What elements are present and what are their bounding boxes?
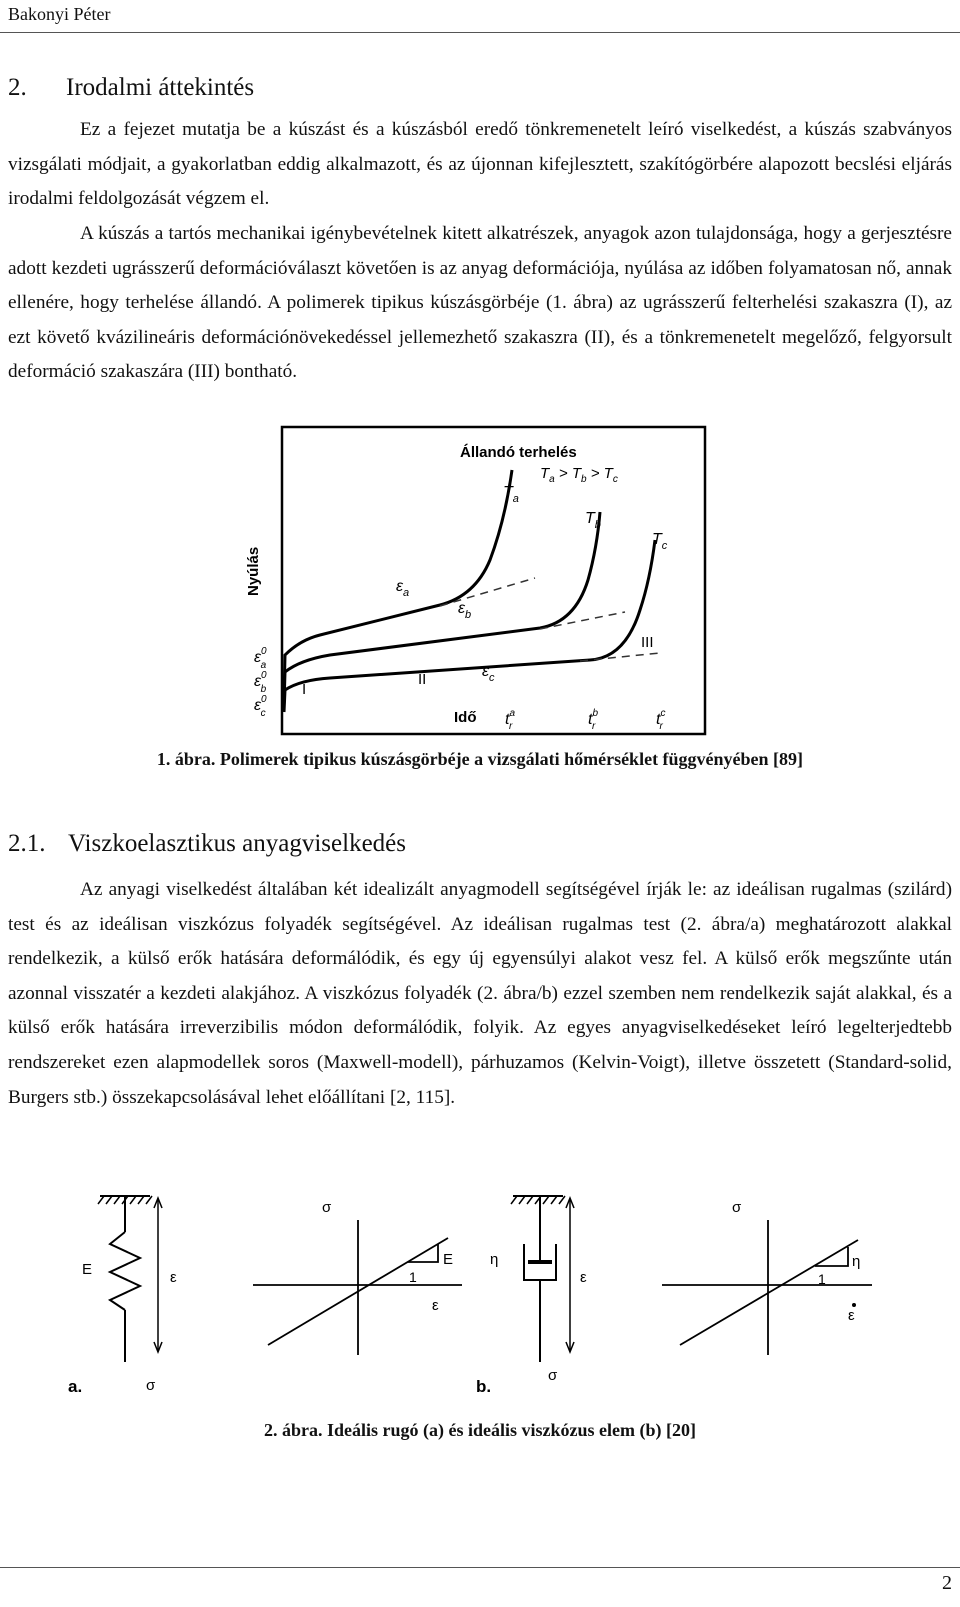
label-epsilon0-a: $\varepsilon^0$ a (254, 646, 267, 671)
label-tr-b: $t^b$ r (588, 708, 599, 732)
label-tb: $T_b$ (585, 510, 601, 531)
label-epsilon-c: $\varepsilon_c$ (482, 663, 495, 684)
page-header (0, 0, 960, 33)
graph-a-label-e: E (443, 1251, 454, 1268)
region-label-ii: II (418, 671, 427, 688)
tangent-tb (540, 612, 625, 629)
figure-1-frame (282, 427, 705, 734)
subsection-number: 2.1. (8, 830, 46, 857)
label-tr-c: $t^c$ r (656, 708, 666, 732)
figure-1-ylabel: Nyúlás (245, 546, 262, 596)
label-epsilon0-b: $\varepsilon^0$ b (254, 670, 267, 695)
graph-a-epsilon: ε (432, 1297, 439, 1314)
curve-tc (284, 540, 655, 712)
graph-b-eta: η (852, 1253, 861, 1270)
section-title: Irodalmi áttekintés (66, 74, 255, 101)
graph-a-label-one: 1 (409, 1269, 417, 1285)
region-label-iii: III (641, 634, 654, 651)
dashpot-element (511, 1196, 565, 1362)
graph-b-label-one: 1 (818, 1271, 826, 1287)
spring-label-e: E (82, 1261, 93, 1278)
figure-1-creep-curves (240, 422, 720, 742)
section-heading (8, 74, 254, 102)
graph-b-axes (662, 1220, 872, 1355)
label-ta: $T_a$ (503, 484, 519, 505)
paragraph-viscoelastic: Az anyagi viselkedést általában két idealizált anyagmodell segítségével írják le: az ideálisan rugalmas (szilárd) test és az ideálisan viszkózus folyadék segítségével. Az ideálisan rugalmas test (2. ábra/a) meghatározott alakkal rendelkezik, a külső erők hatására deformálódik, és egy új egyensúlyi alakot vesz fel. A külső erők megszűnte után azonnal visszatér a kezdeti alakjához. A viszkózus folyadék (2. ábra/b) ezzel szemben nem rendelkezik saját alakkal, és a külső erők hatására irreverzibilis módon deformálódik, folyik. Az egyes anyagviselkedéseket leíró legelterjedtebb rendszereket ezen alapmodellek soros (Maxwell-modell), párhuzamos (Kelvin-Voigt), illetve összetett (Standard-solid, Burgers stb.) összekapcsolásával lehet előállítani [2, 115]. (8, 879, 952, 1108)
spring-label-sigma: σ (146, 1377, 156, 1394)
region-label-i: I (302, 681, 307, 698)
dashpot-label-eta: η (490, 1251, 499, 1268)
dashpot-label-epsilon: ε (580, 1269, 587, 1286)
figure-1-temp-order: $T_a > T_b > T_c$ (540, 465, 618, 485)
spring-element (98, 1196, 152, 1362)
label-epsilon-b: $\varepsilon_b$ (458, 600, 472, 621)
spring-epsilon-arrow (154, 1198, 162, 1352)
figure-2-ideal-elements (60, 1180, 910, 1400)
graph-b-epsilon: ε (848, 1307, 855, 1324)
label-tc: $T_c$ (652, 531, 668, 552)
paragraph-creep: A kúszás a tartós mechanikai igénybevételnek kitett alkatrészek, anyagok azon tulajdonsága, hogy a gerjesztésre adott kezdeti ugrásszerű deformációválaszt követően is az anyag deformációja, nyúlása az időben folyamatosan nő, annak ellenére, hogy terhelése állandó. A polimerek tipikus kúszásgörbéje (1. ábra) az ugrásszerű felterhelési szakaszra (I), az ezt követő kvázilineáris deformációnövekedéssel jellemezhető szakaszra (II), és a tönkremenetelt megelőző, felgyorsult deformáció szakaszára (III) bontható. (8, 223, 952, 383)
figure-1-xlabel: Idő (454, 709, 477, 726)
graph-b-sigma: σ (732, 1199, 742, 1216)
spring-label-epsilon: ε (170, 1269, 177, 1286)
label-epsilon-a: $\varepsilon_a$ (396, 578, 410, 599)
paragraph-intro: Ez a fejezet mutatja be a kúszást és a kúszásból eredő tönkremenetelt leíró viselkedést, a kúszás szabványos vizsgálati módjait, a gyakorlatban eddig alkalmazott, és az újonnan kifejlesztett, szakítógörbére alapozott becslési eljárás irodalmi feldolgozását végzem el. (8, 119, 952, 210)
footer-rule (0, 1567, 960, 1568)
graph-a-sigma: σ (322, 1199, 332, 1216)
figure-1-caption: 1. ábra. Polimerek tipikus kúszásgörbéje a vizsgálati hőmérséklet függvényében [89] (156, 749, 804, 769)
subsection-heading (8, 830, 406, 858)
dashpot-label-sigma: σ (548, 1367, 558, 1384)
tangent-ta (440, 578, 535, 606)
section-number: 2. (8, 74, 27, 101)
label-epsilon0-c: $\varepsilon^0$ c (254, 694, 267, 719)
subsection-title: Viszkoelasztikus anyagviselkedés (68, 830, 406, 857)
page-number: 2 (942, 1572, 952, 1594)
label-tr-a: $t^a$ r (505, 708, 516, 732)
header-author: Bakonyi Péter (8, 4, 111, 24)
figure-2-label-b: b. (476, 1377, 492, 1396)
curve-tb (284, 512, 600, 705)
dashpot-epsilon-arrow (566, 1198, 574, 1352)
graph-a-axes (253, 1220, 462, 1355)
figure-2-label-a: a. (68, 1377, 83, 1396)
figure-2-caption: 2. ábra. Ideális rugó (a) és ideális viszkózus elem (b) [20] (264, 1420, 696, 1440)
figure-1-title: Állandó terhelés (460, 444, 577, 461)
